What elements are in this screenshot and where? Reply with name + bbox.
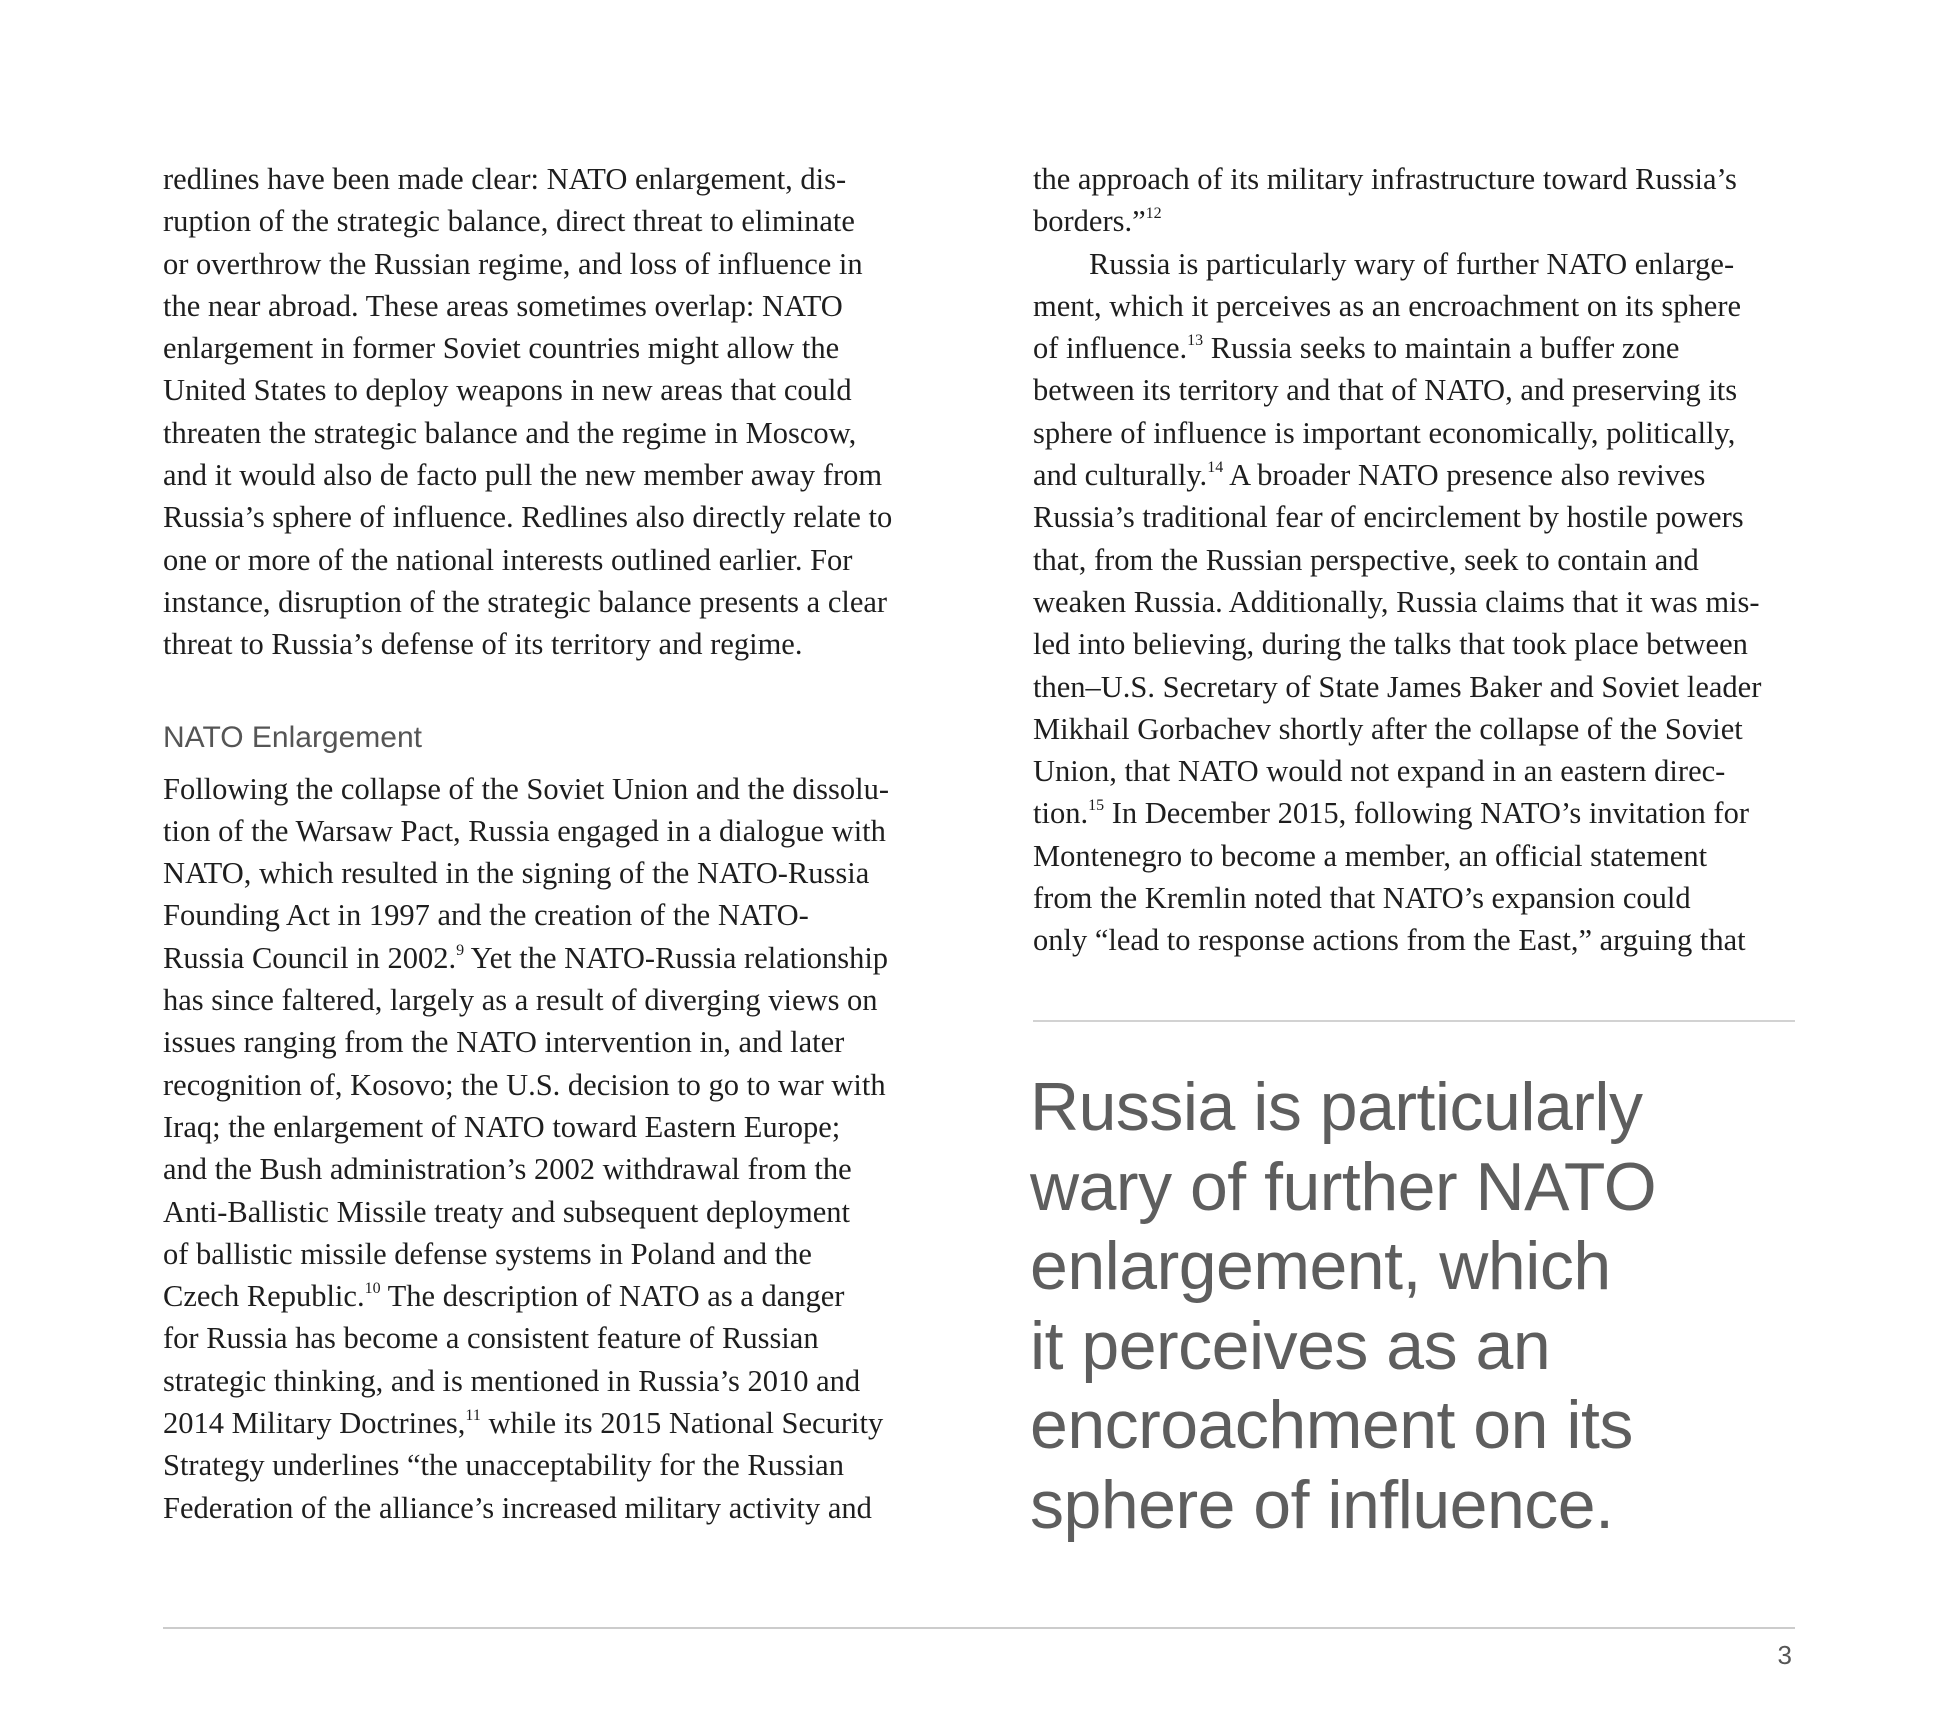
text-segment: tion. (1033, 796, 1089, 831)
pull-quote-divider (1033, 1020, 1795, 1022)
pull-quote-line: sphere of influence. (1030, 1466, 1614, 1543)
right-column (1033, 158, 1803, 962)
text-segment: The description of NATO as a danger (380, 1279, 845, 1314)
text-line: that, from the Russian perspective, seek to contain and (1033, 542, 1699, 577)
text-line: tion of the Warsaw Pact, Russia engaged in a dialogue with (163, 813, 886, 848)
pull-quote-line: enlargement, which (1030, 1228, 1611, 1304)
footnote-ref[interactable]: 15 (1088, 797, 1105, 815)
nato-enlargement-paragraph (163, 768, 933, 1529)
text-line: between its territory and that of NATO, and preserving its (1033, 373, 1738, 408)
pull-quote-line: encroachment on its (1030, 1387, 1633, 1463)
text-line: enlargement in former Soviet countries might allow the (163, 331, 840, 366)
pull-quote-line: it perceives as an (1030, 1307, 1551, 1384)
text-line (1033, 454, 1803, 496)
paragraph-spacer (163, 666, 933, 708)
text-line: and it would also de facto pull the new member away from (163, 458, 883, 493)
text-line: and the Bush administration’s 2002 withdrawal from the (163, 1152, 852, 1187)
text-line: Montenegro to become a member, an official statement (1033, 838, 1708, 873)
footer-divider (163, 1627, 1795, 1629)
footnote-ref[interactable]: 14 (1207, 458, 1224, 476)
text-segment: borders.” (1033, 204, 1146, 239)
text-segment: Russia Council in 2002. (163, 940, 457, 975)
footnote-ref[interactable]: 11 (465, 1406, 481, 1424)
text-line: Russia’s sphere of influence. Redlines also directly relate to (163, 500, 893, 535)
text-line: or overthrow the Russian regime, and loss of influence in (163, 246, 863, 281)
text-line: one or more of the national interests outlined earlier. For (163, 542, 853, 577)
text-line: sphere of influence is important economically, politically, (1033, 415, 1736, 450)
text-line: of ballistic missile defense systems in Poland and the (163, 1236, 812, 1271)
text-line: Russia’s traditional fear of encirclement by hostile powers (1033, 500, 1744, 535)
text-line: United States to deploy weapons in new areas that could (163, 373, 852, 408)
text-segment: 2014 Military Doctrines, (163, 1406, 466, 1441)
page-number: 3 (1777, 1640, 1792, 1670)
continued-paragraph (1033, 158, 1803, 243)
text-line: led into believing, during the talks that took place between (1033, 627, 1748, 662)
text-line: strategic thinking, and is mentioned in Russia’s 2010 and (163, 1363, 861, 1398)
text-line: has since faltered, largely as a result of diverging views on (163, 983, 878, 1018)
text-line: Russia is particularly wary of further NATO enlarge- (1089, 246, 1735, 281)
text-line: threat to Russia’s defense of its territory and regime. (163, 627, 803, 662)
text-line (1033, 792, 1803, 834)
intro-paragraph (163, 158, 933, 666)
text-line: weaken Russia. Additionally, Russia claims that it was mis- (1033, 584, 1760, 619)
text-line: Federation of the alliance’s increased military activity and (163, 1490, 872, 1525)
body-paragraph (1033, 243, 1803, 962)
text-line: Strategy underlines “the unacceptability for the Russian (163, 1448, 844, 1483)
text-line: for Russia has become a consistent feature of Russian (163, 1321, 819, 1356)
footnote-ref[interactable]: 13 (1187, 332, 1204, 350)
pull-quote-line: Russia is particularly (1030, 1069, 1643, 1145)
text-line: Mikhail Gorbachev shortly after the collapse of the Soviet (1033, 711, 1743, 746)
text-line (163, 937, 933, 979)
text-segment: of influence. (1033, 331, 1188, 366)
footnote-ref[interactable]: 12 (1145, 205, 1162, 223)
text-line (1033, 327, 1803, 369)
text-line: Union, that NATO would not expand in an eastern direc- (1033, 754, 1726, 789)
text-line (163, 1402, 933, 1444)
text-line: Following the collapse of the Soviet Union and the dissolu- (163, 771, 889, 806)
footnote-ref[interactable]: 10 (364, 1279, 381, 1297)
pull-quote (1030, 1068, 1790, 1545)
text-line: instance, disruption of the strategic balance presents a clear (163, 584, 888, 619)
text-segment: while its 2015 National Security (480, 1406, 884, 1441)
text-line: Founding Act in 1997 and the creation of the NATO- (163, 898, 809, 933)
text-segment: and culturally. (1033, 458, 1208, 493)
text-line (1033, 200, 1803, 242)
text-line: Anti-Ballistic Missile treaty and subsequent deployment (163, 1194, 850, 1229)
text-segment: In December 2015, following NATO’s invitation for (1104, 796, 1749, 831)
text-segment: Yet the NATO-Russia relationship (464, 940, 889, 975)
text-line: NATO, which resulted in the signing of the NATO-Russia (163, 856, 870, 891)
text-line: from the Kremlin noted that NATO’s expansion could (1033, 881, 1691, 916)
text-line: ruption of the strategic balance, direct threat to eliminate (163, 204, 855, 239)
pull-quote-line: wary of further NATO (1030, 1148, 1657, 1225)
text-segment: A broader NATO presence also revives (1223, 458, 1706, 493)
text-line: threaten the strategic balance and the regime in Moscow, (163, 415, 857, 450)
text-line (163, 1275, 933, 1317)
text-line: the near abroad. These areas sometimes overlap: NATO (163, 288, 843, 323)
text-segment: Czech Republic. (163, 1279, 365, 1314)
text-line: only “lead to response actions from the East,” arguing that (1033, 923, 1746, 958)
footnote-ref[interactable]: 9 (456, 941, 465, 959)
text-line: recognition of, Kosovo; the U.S. decision to go to war with (163, 1067, 886, 1102)
text-line: ment, which it perceives as an encroachment on its sphere (1033, 288, 1742, 323)
text-line: redlines have been made clear: NATO enlargement, dis- (163, 162, 847, 196)
section-heading: NATO Enlargement (163, 720, 422, 754)
text-segment: Russia seeks to maintain a buffer zone (1203, 331, 1680, 366)
text-line: the approach of its military infrastructure toward Russia’s (1033, 162, 1737, 196)
text-line: issues ranging from the NATO intervention in, and later (163, 1025, 845, 1060)
left-column (163, 158, 933, 1529)
text-line: Iraq; the enlargement of NATO toward Eastern Europe; (163, 1109, 841, 1144)
text-line: then–U.S. Secretary of State James Baker and Soviet leader (1033, 669, 1762, 704)
